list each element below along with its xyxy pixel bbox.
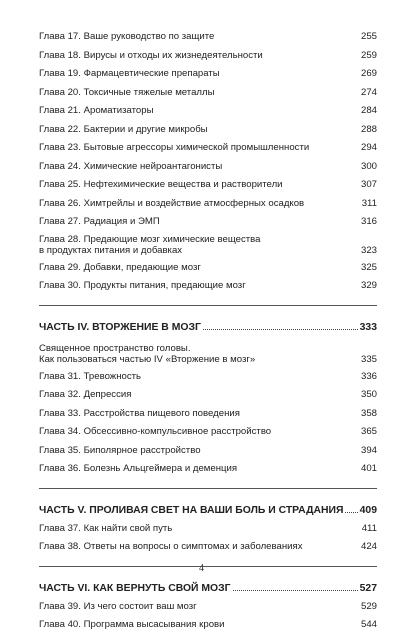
dot-leader [203,328,358,330]
entry-title: Глава 32. Депрессия [39,389,132,400]
toc-entry [39,341,377,368]
toc-entry [39,102,377,121]
toc-entry [39,121,377,140]
part-page: 527 [359,582,377,594]
entry-page: 544 [360,619,377,630]
entry-page: 411 [361,522,377,534]
toc-entry [39,28,377,47]
entry-title: Глава 38. Ответы на вопросы о симптомах и заболеваниях [39,541,303,552]
entry-title: Глава 29. Добавки, предающие мозг [39,261,201,273]
part-title: ЧАСТЬ IV. ВТОРЖЕНИЕ В МОЗГ [39,321,201,333]
entry-title: Глава 40. Программа высасывания крови [39,619,225,630]
entry-title: Глава 22. Бактерии и другие микробы [39,123,208,135]
table-of-contents [39,28,377,635]
entry-title: Глава 19. Фармацевтические препараты [39,68,220,79]
entry-page: 255 [360,31,377,42]
dot-leader [345,511,357,513]
entry-page: 259 [360,49,377,61]
toc-entry [39,616,377,635]
entry-page: 284 [360,105,377,116]
toc-entry [39,65,377,84]
toc-entry [39,442,377,461]
entry-page: 329 [360,280,377,291]
entry-page: 358 [360,407,377,419]
toc-entry [39,259,377,278]
entry-page: 274 [360,86,377,98]
entry-page: 311 [361,197,377,209]
toc-entry [39,213,377,232]
toc-entry [39,460,377,479]
part-title: ЧАСТЬ VI. КАК ВЕРНУТЬ СВОЙ МОЗГ [39,582,231,594]
toc-entry [39,423,377,442]
part-page: 333 [359,321,377,333]
toc-entry [39,386,377,405]
entry-page: 325 [360,261,377,273]
entry-title: Глава 24. Химические нейроантагонисты [39,160,223,172]
part-page: 409 [359,504,377,516]
part-heading [39,580,377,598]
entry-page: 269 [360,68,377,79]
entry-title: Священное пространство головы. Как пользоваться частью IV «Вторжение в мозг» [39,342,256,365]
toc-entry [39,195,377,214]
entry-title: Глава 27. Радиация и ЭМП [39,216,160,227]
toc-group-part6 [39,580,377,635]
toc-entry [39,47,377,66]
entry-page: 365 [360,426,377,437]
toc-entry [39,139,377,158]
entry-title: Глава 17. Ваше руководство по защите [39,31,215,42]
toc-entry [39,405,377,424]
entry-page: 316 [360,216,377,227]
toc-entry [39,232,377,259]
toc-entry [39,277,377,296]
entry-page: 394 [360,444,377,456]
entry-title: Глава 31. Тревожность [39,370,142,382]
entry-title: Глава 21. Ароматизаторы [39,105,154,116]
entry-page: 424 [360,541,377,552]
entry-title: Глава 18. Вирусы и отходы их жизнедеятельности [39,49,263,61]
entry-title: Глава 28. Предающие мозг химические вещества в продуктах питания и добавках [39,233,261,256]
part-title: ЧАСТЬ V. ПРОЛИВАЯ СВЕТ НА ВАШИ БОЛЬ И СТРАДАНИЯ [39,504,344,516]
part-heading [39,319,377,337]
entry-title: Глава 23. Бытовые агрессоры химической промышленности [39,142,310,153]
entry-page: 336 [360,370,377,382]
toc-entry [39,368,377,387]
toc-entry [39,598,377,617]
entry-title: Глава 20. Токсичные тяжелые металлы [39,86,215,98]
section-divider [39,305,377,306]
entry-title: Глава 30. Продукты питания, предающие мозг [39,280,246,291]
entry-page: 323 [360,245,377,256]
entry-title: Глава 26. Химтрейлы и воздействие атмосферных осадков [39,197,305,209]
entry-page: 401 [360,463,377,474]
entry-page: 288 [360,123,377,135]
entry-page: 294 [360,142,377,153]
dot-leader [233,589,358,591]
entry-title: Глава 33. Расстройства пищевого поведения [39,407,240,419]
entry-title: Глава 37. Как найти свой путь [39,522,173,534]
entry-title: Глава 39. Из чего состоит ваш мозг [39,600,197,612]
entry-page: 300 [360,160,377,172]
part-heading [39,502,377,520]
entry-title: Глава 25. Нефтехимические вещества и растворители [39,179,283,190]
page-number: 4 [199,563,204,574]
entry-page: 335 [360,354,377,365]
entry-page: 307 [360,179,377,190]
entry-page: 350 [360,389,377,400]
toc-group-part3-continued [39,28,377,296]
toc-entry [39,158,377,177]
entry-title: Глава 34. Обсессивно-компульсивное расстройство [39,426,272,437]
toc-group-part4 [39,319,377,479]
toc-entry [39,520,377,539]
entry-page: 529 [360,600,377,612]
toc-entry [39,538,377,557]
toc-group-part5 [39,502,377,557]
section-divider [39,488,377,489]
toc-entry [39,84,377,103]
toc-entry [39,176,377,195]
entry-title: Глава 35. Биполярное расстройство [39,444,201,456]
entry-title: Глава 36. Болезнь Альцгеймера и деменция [39,463,238,474]
